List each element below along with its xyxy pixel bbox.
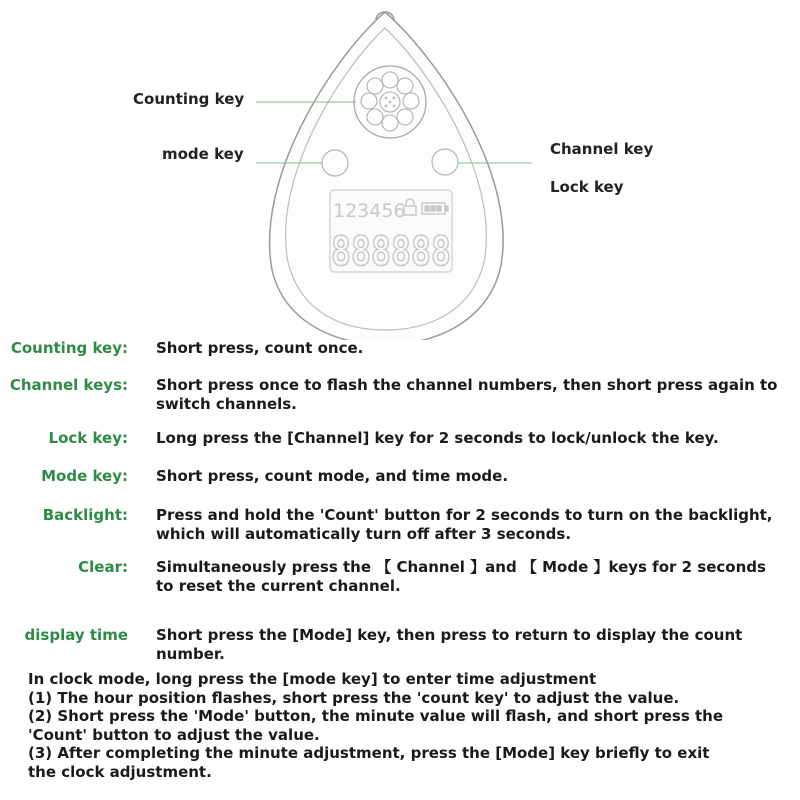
clock-note-line: 'Count' button to adjust the value. [28, 725, 320, 744]
clock-mode-notes [28, 670, 788, 781]
instruction-desc: Short press, count once. [156, 339, 364, 357]
lcd-channel-numbers: 123456 [333, 200, 406, 222]
instruction-desc: Long press the [Channel] key for 2 seconds to lock/unlock the key. [156, 429, 719, 447]
callout-lock-key: Lock key [550, 178, 624, 196]
clock-note-line: (1) The hour position flashes, short press the 'count key' to adjust the value. [28, 688, 680, 707]
clock-note-line: (2) Short press the 'Mode' button, the minute value will flash, and short press the [28, 707, 723, 725]
clock-note-line: the clock adjustment. [28, 762, 212, 781]
instruction-desc: Short press the [Mode] key, then press to return to display the count number. [156, 626, 743, 663]
instruction-term: Counting key: [10, 339, 128, 357]
instruction-desc: Press and hold the 'Count' button for 2 seconds to turn on the backlight, which will automatically turn off after 3 seconds. [156, 506, 773, 543]
instruction-term: Lock key: [48, 429, 128, 447]
instruction-desc: Short press, count mode, and time mode. [156, 467, 509, 485]
clock-note-line: In clock mode, long press the [mode key] to enter time adjustment [28, 670, 597, 688]
instruction-term: Clear: [78, 558, 128, 576]
instruction-desc: Short press once to flash the channel numbers, then short press again to switch channels. [156, 376, 778, 413]
instruction-term: Channel keys: [9, 376, 128, 394]
instruction-term: Backlight: [42, 506, 128, 524]
counter-device-illustration [0, 0, 800, 340]
instruction-term: Mode key: [41, 467, 128, 485]
device-body [270, 12, 504, 340]
instruction-term: display time [24, 626, 128, 644]
lcd-digits: 888888 [331, 229, 451, 275]
clock-note-line: (3) After completing the minute adjustment, press the [Mode] key briefly to exit [28, 744, 710, 762]
callout-channel-key: Channel key [550, 140, 654, 158]
callout-mode-key: mode key [162, 145, 244, 163]
callout-counting-key: Counting key [133, 90, 245, 108]
instruction-desc: Simultaneously press the 【 Channel 】and 【 Mode 】keys for 2 seconds to reset the current channel. [156, 558, 766, 595]
